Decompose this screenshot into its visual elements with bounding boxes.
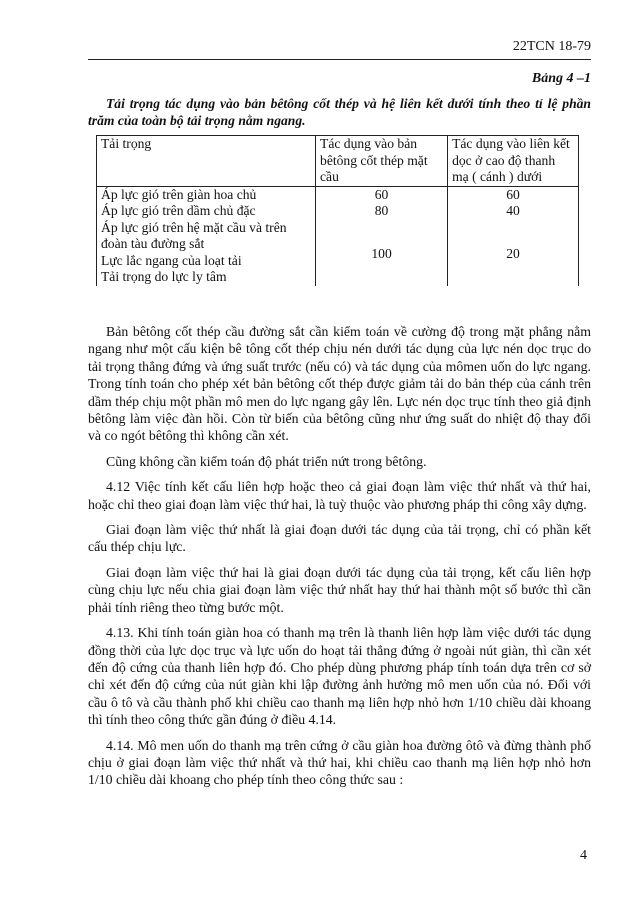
row-link-value: 60	[448, 186, 579, 203]
row-link-value: 20	[448, 220, 579, 286]
row-load: Áp lực gió trên dầm chủ đặc	[97, 203, 316, 220]
row-load-line: Tải trọng do lực ly tâm	[101, 269, 227, 284]
paragraph: 4.13. Khi tính toán giàn hoa có thanh mạ trên là thanh liên hợp làm việc dưới tác dụng đồng thời của lực dọc trục và lực uốn do hoạt tải thẳng đứng ở ngoài nút giàn, thì cần xét đến độ cứng của thanh liên hợp đó. Cho phép dùng phương pháp tính toán dựa trên cơ sở chỉ xét đến độ cứng của nút giàn khi lập đường ảnh hưởng mô men uốn của nó. Đối với cầu ô tô và cầu thành phố khi chiều cao thanh mạ liên hợp nhỏ hơn 1/10 chiều dài khoang thì tính theo công thức gần đúng ở điều 4.14.	[88, 625, 591, 728]
row-load-group	[97, 220, 316, 286]
header-rule	[88, 59, 591, 60]
paragraph: 4.14. Mô men uốn do thanh mạ trên cứng ở cầu giàn hoa đường ôtô và đừng thành phố chịu ở giai đoạn làm việc thứ nhất và thứ hai, khi chiều cao thanh mạ liên hợp nhỏ hơn 1/10 chiều dài khoang cho phép tính theo công thức sau :	[88, 737, 591, 788]
load-table	[96, 135, 579, 286]
row-slab-value: 60	[316, 186, 448, 203]
paragraph: Bản bêtông cốt thép cầu đường sắt cần kiểm toán về cường độ trong mặt phẳng nằm ngang như một cấu kiện bê tông cốt thép chịu nén dưới tác dụng của lực nén dọc trục do tải trọng thẳng đứng và ứng suất trước (nếu có) và tác dụng của mômen uốn do lực ngang. Trong tính toán cho phép xét bản bêtông cốt thép được giảm tải do bản thép của cánh trên dầm thép chịu một phần mô men do lực ngang gây lên. Lực nén dọc trục tính theo giả định bêtông làm việc đàn hồi. Còn từ biến của bêtông cũng như ứng suất do nhiệt độ thay đổi và co ngót bêtông thì không cần xét.	[88, 324, 591, 444]
paragraph: Giai đoạn làm việc thứ hai là giai đoạn dưới tác dụng của tải trọng, kết cấu liên hợp cùng chịu lực nếu chia giai đoạn làm việc thứ nhất hay thứ hai thành một số bước thì cần phải tính riêng theo từng bước một.	[88, 564, 591, 615]
header-link: Tác dụng vào liên kết dọc ở cao độ thanh mạ ( cánh ) dưới	[448, 136, 579, 187]
table-row	[97, 203, 579, 220]
paragraph: Cũng không cần kiểm toán độ phát triển nứt trong bêtông.	[106, 453, 427, 469]
paragraph: 4.12 Việc tính kết cấu liên hợp hoặc theo cả giai đoạn làm việc thứ nhất và thứ hai, hoặc chỉ theo giai đoạn làm việc thứ hai, là tuỳ thuộc vào phương pháp thi công xây dựng.	[88, 479, 591, 512]
table-caption	[88, 95, 591, 129]
table-row	[97, 220, 579, 286]
row-link-value: 40	[448, 203, 579, 220]
paragraph: Giai đoạn làm việc thứ nhất là giai đoạn dưới tác dụng của tải trọng, chỉ có phần kết cấu thép chịu lực.	[88, 522, 591, 555]
table-label: Bảng 4 –1	[531, 71, 591, 86]
table-row	[97, 186, 579, 203]
row-load: Áp lực gió trên giàn hoa chủ	[97, 186, 316, 203]
row-load-line: Áp lực gió trên hệ mặt cầu và trên đoàn tàu đường sắt	[101, 219, 287, 251]
page-number: 4	[580, 848, 587, 863]
table-header-row	[97, 136, 579, 187]
body-text	[88, 323, 591, 797]
row-load-line: Lực lắc ngang của loạt tải	[101, 252, 242, 268]
row-slab-value: 100	[316, 220, 448, 286]
header-load: Tải trọng	[97, 136, 316, 187]
standard-code: 22TCN 18-79	[512, 39, 591, 54]
row-slab-value: 80	[316, 203, 448, 220]
table-caption-text: Tải trọng tác dụng vào bản bêtông cốt thép và hệ liên kết dưới tính theo tỉ lệ phần trăm của toàn bộ tải trọng nằm ngang.	[88, 96, 591, 128]
header-slab: Tác dụng vào bản bêtông cốt thép mặt cầu	[316, 136, 448, 187]
